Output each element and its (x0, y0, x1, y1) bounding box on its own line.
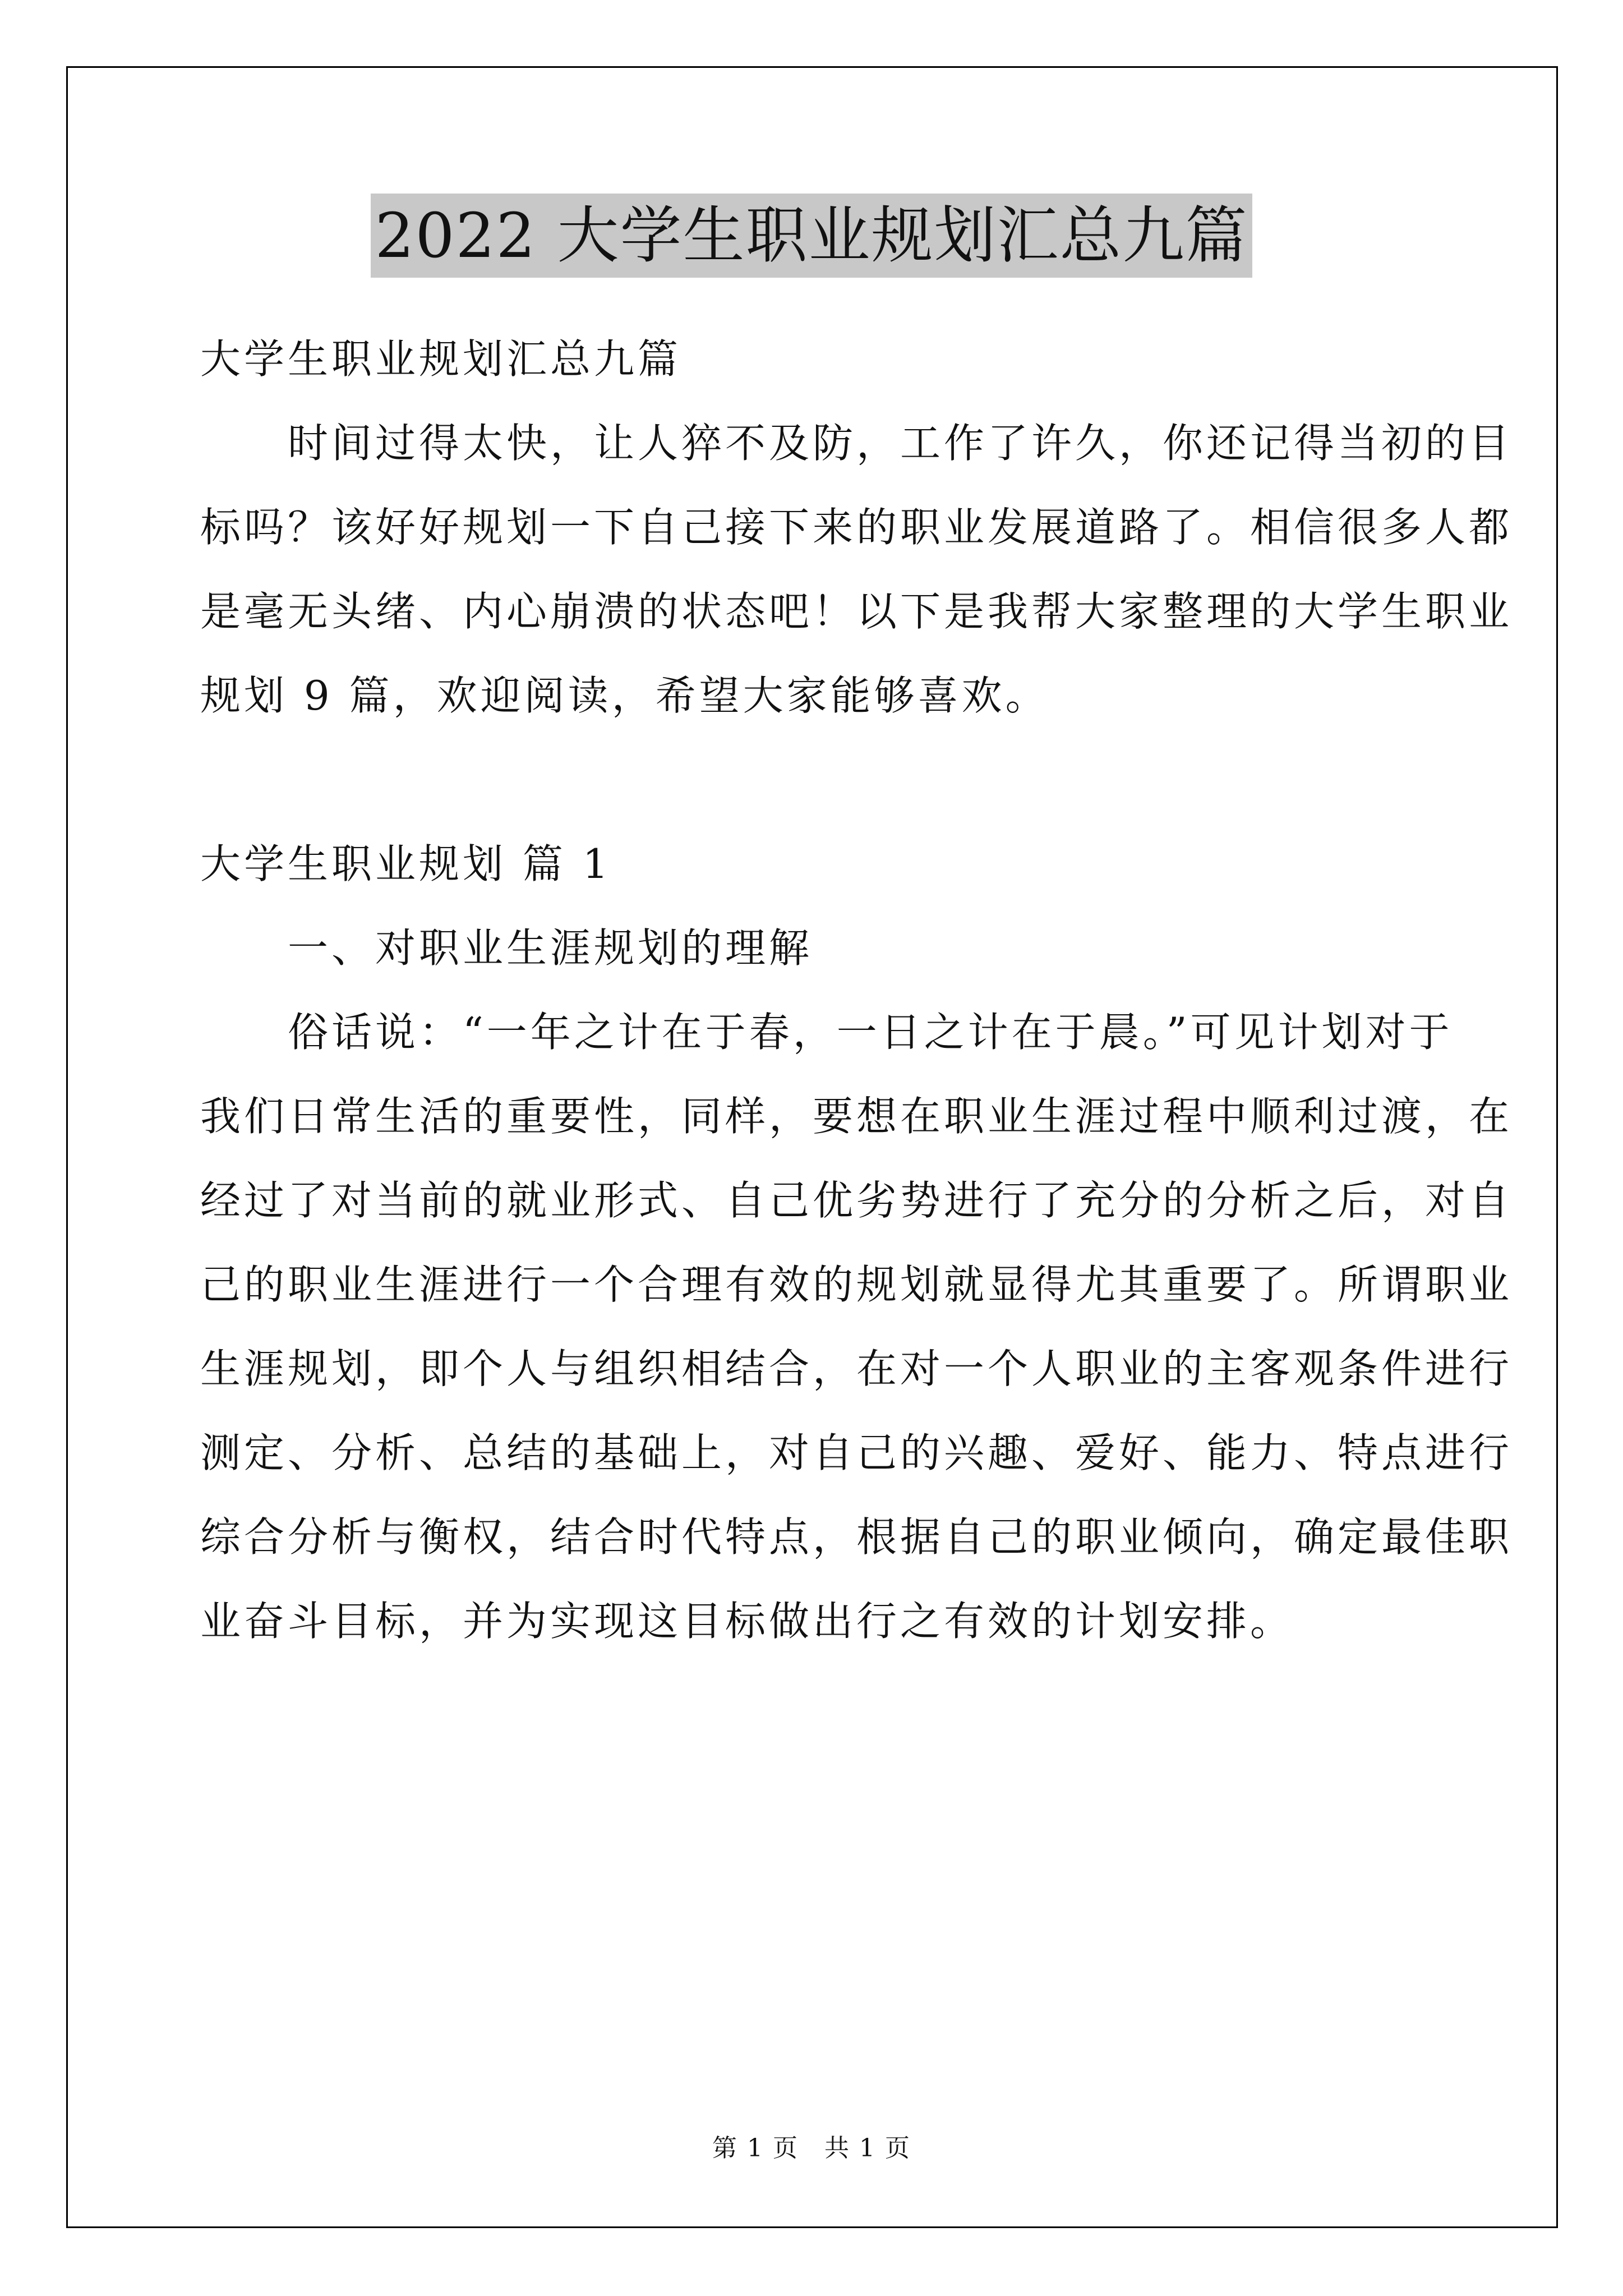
subheading: 一、对职业生涯规划的理解 (200, 924, 813, 972)
body-line: 己的职业生涯进行一个合理有效的规划就显得尤其重要了。所谓职业 (200, 1261, 1513, 1308)
intro-line: 标吗？该好好规划一下自己接下来的职业发展道路了。相信很多人都 (200, 504, 1513, 551)
title-container (0, 194, 1623, 278)
document-body (200, 317, 1513, 1663)
document-subtitle: 大学生职业规划汇总九篇 (200, 335, 682, 383)
body-line: 俗话说：“一年之计在于春，一日之计在于晨。”可见计划对于 (200, 1009, 1453, 1056)
body-line: 我们日常生活的重要性，同样，要想在职业生涯过程中顺利过渡，在 (200, 1093, 1513, 1140)
intro-line: 规划 9 篇，欢迎阅读，希望大家能够喜欢。 (200, 672, 1049, 719)
body-line: 测定、分析、总结的基础上，对自己的兴趣、爱好、能力、特点进行 (200, 1429, 1513, 1476)
intro-line: 是毫无头绪、内心崩溃的状态吧！以下是我帮大家整理的大学生职业 (200, 588, 1513, 635)
document-title: 2022 大学生职业规划汇总九篇 (371, 194, 1253, 278)
body-line: 业奋斗目标，并为实现这目标做出行之有效的计划安排。 (200, 1598, 1294, 1645)
body-line: 经过了对当前的就业形式、自己优劣势进行了充分的分析之后，对自 (200, 1177, 1513, 1224)
paragraph-gap (200, 738, 1434, 822)
section-heading: 大学生职业规划 篇 1 (200, 840, 612, 887)
intro-paragraph (200, 401, 1513, 738)
body-line: 生涯规划，即个人与组织相结合，在对一个人职业的主客观条件进行 (200, 1345, 1513, 1392)
intro-line: 时间过得太快，让人猝不及防，工作了许久，你还记得当初的目 (200, 420, 1513, 467)
body-paragraph (200, 990, 1513, 1663)
page-footer: 第 1 页 共 1 页 (712, 2134, 911, 2162)
body-line: 综合分析与衡权，结合时代特点，根据自己的职业倾向，确定最佳职 (200, 1513, 1513, 1561)
